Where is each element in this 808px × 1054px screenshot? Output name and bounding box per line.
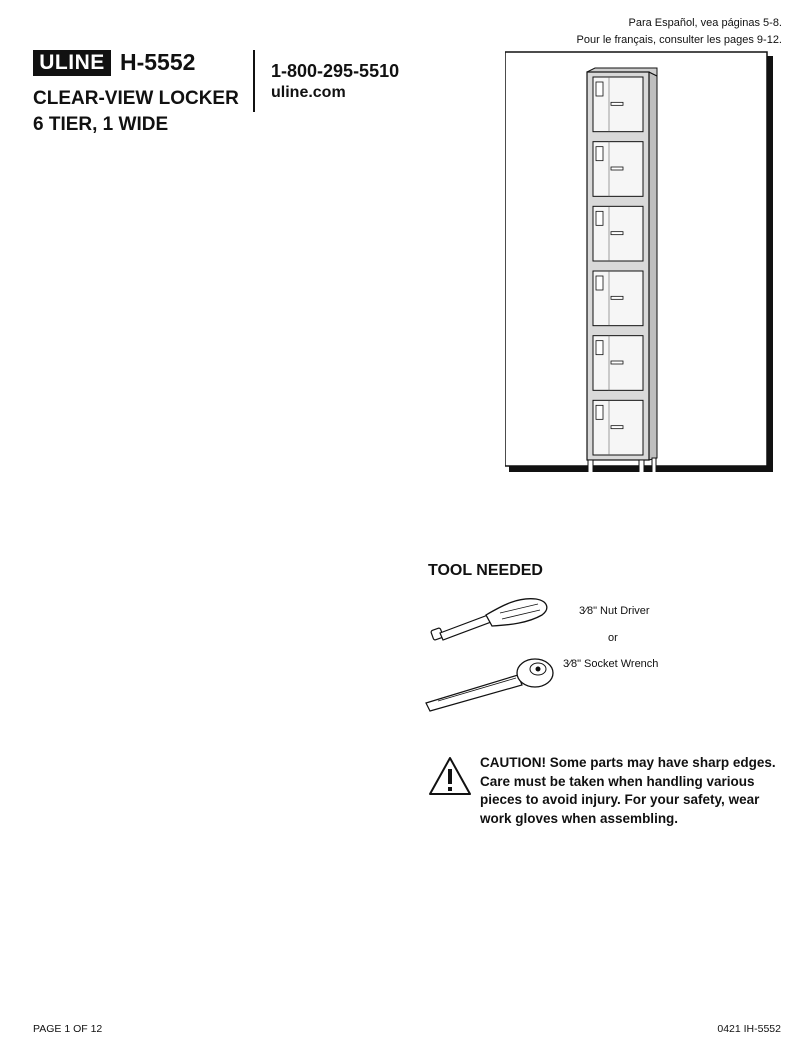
locker-handle xyxy=(611,102,623,105)
locker-lock xyxy=(596,405,603,419)
locker-leg xyxy=(652,458,656,472)
model-number: H-5552 xyxy=(120,49,196,75)
tool-separator: or xyxy=(608,632,618,644)
product-title xyxy=(33,86,239,138)
warning-triangle-icon xyxy=(428,756,472,796)
tool-needed-heading: TOOL NEEDED xyxy=(428,562,543,579)
locker-lock xyxy=(596,147,603,161)
nut-driver-icon xyxy=(431,599,547,641)
locker-leg xyxy=(588,460,593,472)
website-link[interactable]: uline.com xyxy=(271,84,346,101)
header-divider xyxy=(253,50,255,112)
locker-lock xyxy=(596,82,603,96)
page-number: PAGE 1 OF 12 xyxy=(33,1023,103,1035)
socket-wrench-icon xyxy=(426,659,553,711)
spanish-note: Para Español, vea páginas 5-8. xyxy=(628,17,782,29)
locker-lock xyxy=(596,276,603,290)
uline-logo: ULINE xyxy=(33,50,111,76)
locker-handle xyxy=(611,361,623,364)
locker-lock xyxy=(596,211,603,225)
locker-handle xyxy=(611,232,623,235)
locker-handle xyxy=(611,426,623,429)
language-note xyxy=(577,15,782,49)
phone-number: 1-800-295-5510 xyxy=(271,61,400,81)
caution-text: CAUTION! Some parts may have sharp edges. Care must be taken when handling various pieces to avoid injury. For your safety, wear work gloves when assembling. xyxy=(480,755,776,826)
title-line-1: CLEAR-VIEW LOCKER xyxy=(33,88,239,109)
locker-side xyxy=(649,72,657,460)
french-note: Pour le français, consulter les pages 9-12. xyxy=(576,34,782,46)
locker-handle xyxy=(611,167,623,170)
title-line-2: 6 TIER, 1 WIDE xyxy=(33,114,169,135)
locker-illustration xyxy=(505,46,773,472)
socket-wrench-label: 3⁄8" Socket Wrench xyxy=(563,658,659,670)
locker-leg xyxy=(639,460,644,472)
tools-illustration xyxy=(418,595,578,715)
locker-lock xyxy=(596,341,603,355)
nut-driver-label: 3⁄8" Nut Driver xyxy=(579,605,650,617)
locker-handle xyxy=(611,296,623,299)
document-code: 0421 IH-5552 xyxy=(717,1023,781,1035)
